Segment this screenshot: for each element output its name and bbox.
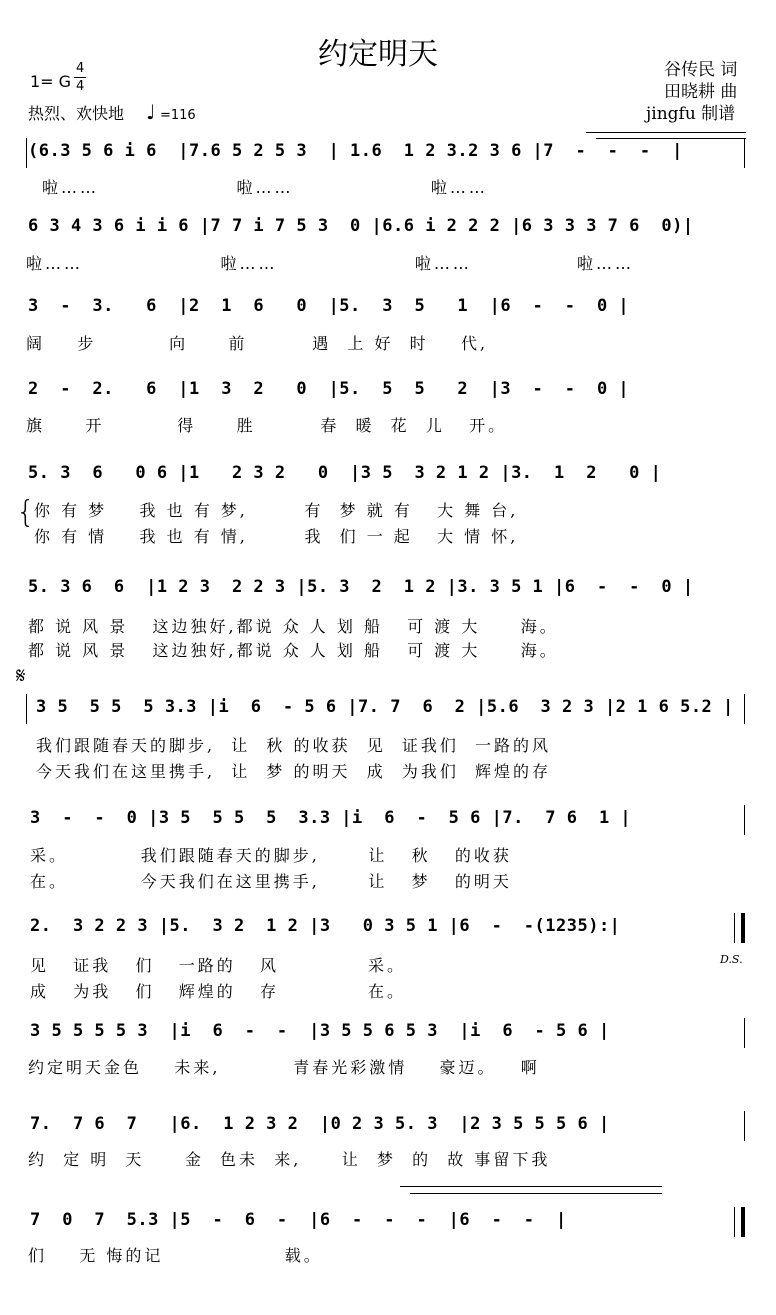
composer: 田晓耕 曲	[664, 82, 738, 102]
lyric-line-verse2: 成 为我 们 辉煌的 存 在。	[30, 982, 406, 1001]
notation-line: 6 3 4 3 6 i i 6 |7 7 i 7 5 3 0 |6.6 i 2 2 2 |6 3 3 3 7 6 0)|	[28, 216, 694, 236]
key-signature: 1= G	[30, 72, 72, 91]
time-signature-top: 4	[76, 61, 85, 76]
quarter-note-icon: ♩	[146, 100, 156, 124]
barline	[744, 694, 745, 724]
barline	[744, 805, 745, 835]
final-barline-thick	[741, 1207, 745, 1237]
lyricist: 谷传民 词	[664, 60, 738, 80]
notation-line: 3 5 5 5 5 3 |i 6 - - |3 5 5 6 5 3 |i 6 - 5 6 |	[30, 1021, 610, 1041]
repeat-barline-thick	[741, 913, 745, 943]
barline	[744, 1018, 745, 1048]
lyric-line: 约 定 明 天 金 色未 来, 让 梦 的 故 事留下我	[28, 1150, 551, 1169]
lyric-line-verse1: 采。 我们跟随春天的脚步, 让 秋 的收获	[30, 846, 512, 865]
barline	[26, 694, 27, 724]
lyric-line: 啦…… 啦…… 啦……	[42, 178, 488, 197]
lyric-line-verse2: 你 有 情 我 也 有 情, 我 们 一 起 大 情 怀,	[34, 527, 519, 546]
notation-line: 2 - 2. 6 |1 3 2 0 |5. 5 5 2 |3 - - 0 |	[28, 379, 630, 399]
verse-brace: {	[16, 495, 36, 530]
notation-line: 3 5 5 5 5 3.3 |i 6 - 5 6 |7. 7 6 2 |5.6 3 2 3 |2 1 6 5.2 |	[36, 697, 734, 717]
decor-line	[596, 138, 746, 139]
notation-line: 3 - - 0 |3 5 5 5 5 3.3 |i 6 - 5 6 |7. 7 6 1 |	[30, 808, 632, 828]
notation-line: 2. 3 2 2 3 |5. 3 2 1 2 |3 0 3 5 1 |6 - -(1235):|	[30, 916, 621, 936]
repeat-barline	[734, 913, 735, 943]
lyric-line-verse1: 你 有 梦 我 也 有 梦, 有 梦 就 有 大 舞 台,	[34, 501, 519, 520]
notation-line: 7 0 7 5.3 |5 - 6 - |6 - - - |6 - - |	[30, 1210, 567, 1230]
notation-line: 5. 3 6 0 6 |1 2 3 2 0 |3 5 3 2 1 2 |3. 1 2 0 |	[28, 463, 662, 483]
decor-line	[586, 132, 746, 133]
notation-line: 5. 3 6 6 |1 2 3 2 2 3 |5. 3 2 1 2 |3. 3 5 1 |6 - - 0 |	[28, 577, 694, 597]
barline	[744, 138, 745, 168]
time-signature-bottom: 4	[76, 79, 85, 94]
lyric-line-verse2: 都 说 风 景 这边独好,都说 众 人 划 船 可 渡 大 海。	[28, 641, 559, 660]
lyric-line-verse1: 见 证我 们 一路的 风 采。	[30, 956, 406, 975]
barline	[744, 1111, 745, 1141]
lyric-line-verse2: 在。 今天我们在这里携手, 让 梦 的明天	[30, 872, 512, 891]
lyric-line-verse1: 我们跟随春天的脚步, 让 秋 的收获 见 证我们 一路的风	[36, 736, 552, 755]
lyric-line: 旗 开 得 胜 春 暖 花 儿 开。	[26, 416, 508, 435]
lyric-line: 阔 步 向 前 遇 上 好 时 代,	[26, 334, 489, 353]
arranger: jingfu 制谱	[646, 104, 736, 124]
final-barline	[734, 1207, 735, 1237]
decor-line	[400, 1186, 662, 1187]
lyric-line-verse2: 今天我们在这里携手, 让 梦 的明天 成 为我们 辉煌的存	[36, 762, 552, 781]
notation-line: (6.3 5 6 i 6 |7.6 5 2 5 3 | 1.6 1 2 3.2 3 6 |7 - - - |	[28, 141, 683, 161]
decor-line	[410, 1193, 662, 1194]
notation-line: 7. 7 6 7 |6. 1 2 3 2 |0 2 3 5. 3 |2 3 5 5 5 6 |	[30, 1114, 610, 1134]
segno-icon: 𝄋	[16, 664, 26, 689]
lyric-line-verse1: 都 说 风 景 这边独好,都说 众 人 划 船 可 渡 大 海。	[28, 617, 559, 636]
ds-mark: D.S.	[720, 953, 743, 966]
lyric-line: 啦…… 啦…… 啦…… 啦……	[26, 254, 635, 273]
lyric-line: 们 无 悔的记 载。	[28, 1246, 323, 1265]
tempo-mark: 热烈、欢快地	[28, 104, 125, 123]
notation-line: 3 - 3. 6 |2 1 6 0 |5. 3 5 1 |6 - - 0 |	[28, 296, 630, 316]
song-title: 约定明天	[318, 37, 438, 72]
tempo-value: =116	[160, 108, 196, 123]
lyric-line: 约定明天金色 未来, 青春光彩激情 豪迈。 啊	[28, 1058, 540, 1077]
barline	[26, 138, 27, 168]
time-signature-line	[74, 77, 86, 78]
